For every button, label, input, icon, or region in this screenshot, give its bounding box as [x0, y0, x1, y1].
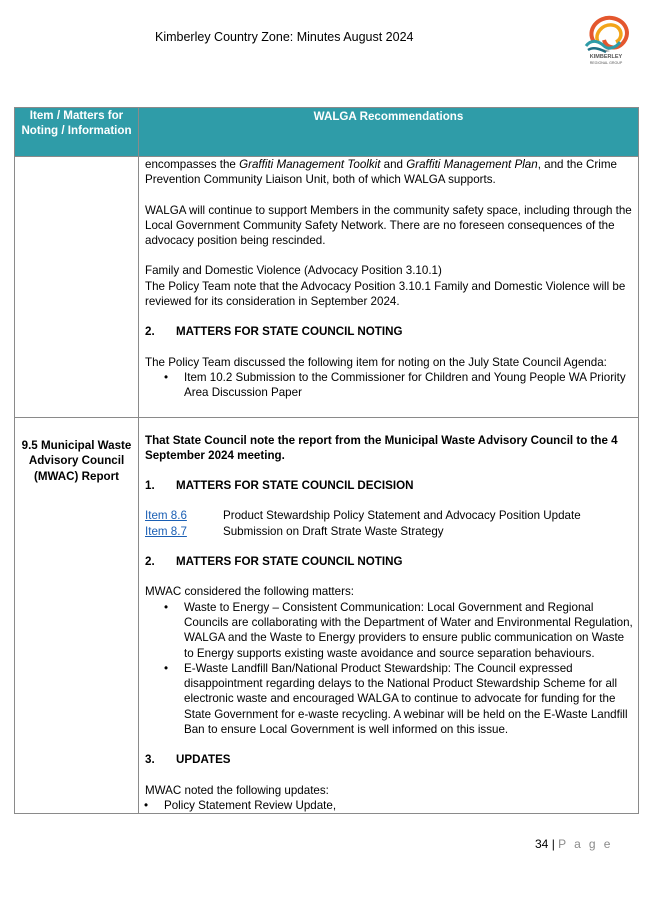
- page-number-value: 34: [535, 837, 549, 851]
- bullet-list: [145, 600, 633, 738]
- section-heading: [145, 324, 633, 339]
- policy-team-paragraph: The Policy Team discussed the following item for noting on the July State Council Agenda:: [145, 355, 607, 369]
- section-heading: [145, 478, 633, 493]
- page-number: [535, 837, 613, 851]
- row1-recommendation-cell: [139, 157, 639, 418]
- decision-item: [145, 508, 633, 523]
- item-text: Submission on Draft Strate Waste Strategy: [223, 524, 444, 538]
- updates-list: [145, 798, 633, 813]
- heading-text: MATTERS FOR STATE COUNCIL NOTING: [176, 325, 403, 339]
- table-header-row: [15, 108, 639, 157]
- page-separator: |: [548, 837, 559, 851]
- recommendation-text: That State Council note the report from the Municipal Waste Advisory Council to the 4 September 2024 meeting.: [145, 433, 618, 462]
- heading-number: 2.: [145, 555, 155, 569]
- decision-item: [145, 524, 633, 539]
- list-item: • Waste to Energy – Consistent Communication: Local Government and Regional Councils are collaborating with the Department of Water and Environmental Regulation, WALGA and the Waste to Energy providers to ensure public communication on Waste to Energy supports existing waste avoidance and source separation behaviours.: [184, 600, 633, 661]
- item-text: Product Stewardship Policy Statement and Advocacy Position Update: [223, 509, 581, 523]
- mwac-noted-paragraph: MWAC noted the following updates:: [145, 783, 329, 797]
- heading-number: 2.: [145, 325, 155, 339]
- table-row: [15, 157, 639, 418]
- table-row: [15, 417, 639, 814]
- list-item: • E-Waste Landfill Ban/National Product Stewardship: The Council expressed disappointment regarding delays to the National Product Stewardship Scheme for all electronic waste and encouraged WALGA to continue to advocate for funding for the State Government for e-waste recycling. A webinar will be held on the E-Waste Landfill Ban to ensure Local Government is well informed on this issue.: [184, 661, 633, 737]
- page-label: P a g e: [558, 837, 613, 851]
- graffiti-paragraph: [145, 157, 633, 188]
- item-link[interactable]: Item 8.6: [145, 509, 187, 523]
- column-header-recommendations: WALGA Recommendations: [139, 108, 639, 157]
- heading-text: MATTERS FOR STATE COUNCIL NOTING: [176, 555, 403, 569]
- logo-wordmark: [576, 48, 636, 66]
- logo-line-1: THE: [602, 49, 610, 53]
- item-link[interactable]: Item 8.7: [145, 524, 187, 538]
- logo-line-3: REGIONAL GROUP: [589, 61, 623, 65]
- heading-number: 1.: [145, 479, 155, 493]
- italic-text: Graffiti Management Plan: [406, 158, 538, 171]
- italic-text: Graffiti Management Toolkit: [239, 158, 381, 171]
- mwac-considered-paragraph: MWAC considered the following matters:: [145, 585, 354, 599]
- section-heading: [145, 554, 633, 569]
- row1-item-cell: [15, 157, 139, 418]
- text-span: and: [380, 158, 407, 171]
- heading-number: 3.: [145, 753, 155, 767]
- heading-text: MATTERS FOR STATE COUNCIL DECISION: [176, 479, 414, 493]
- text-span: encompasses the: [145, 158, 240, 171]
- section-heading: [145, 752, 633, 767]
- text-span: , and the Crime Prevention Community Liaison Unit, both of which WALGA supports.: [145, 158, 617, 187]
- fdv-paragraph: The Policy Team note that the Advocacy Position 3.10.1 Family and Domestic Violence will be reviewed for its consideration in September 2024.: [145, 279, 626, 309]
- minutes-table: [14, 107, 639, 814]
- heading-text: UPDATES: [176, 753, 231, 767]
- list-item: • Policy Statement Review Update,: [164, 798, 633, 813]
- community-safety-paragraph: WALGA will continue to support Members in the community safety space, including through the Local Government Community Safety Network. There are no foreseen consequences of the advocacy position being rescinded.: [145, 203, 632, 248]
- document-header-title: Kimberley Country Zone: Minutes August 2024: [155, 30, 414, 44]
- list-item: • Item 10.2 Submission to the Commissioner for Children and Young People WA Priority Area Discussion Paper: [184, 370, 633, 401]
- row2-item-cell: 9.5 Municipal Waste Advisory Council (MWAC) Report: [15, 417, 139, 814]
- fdv-title: Family and Domestic Violence (Advocacy Position 3.10.1): [145, 264, 442, 278]
- bullet-list: [145, 370, 633, 401]
- row2-recommendation-cell: [139, 417, 639, 814]
- logo-line-2: KIMBERLEY: [589, 54, 623, 60]
- column-header-item: Item / Matters for Noting / Information: [15, 108, 139, 157]
